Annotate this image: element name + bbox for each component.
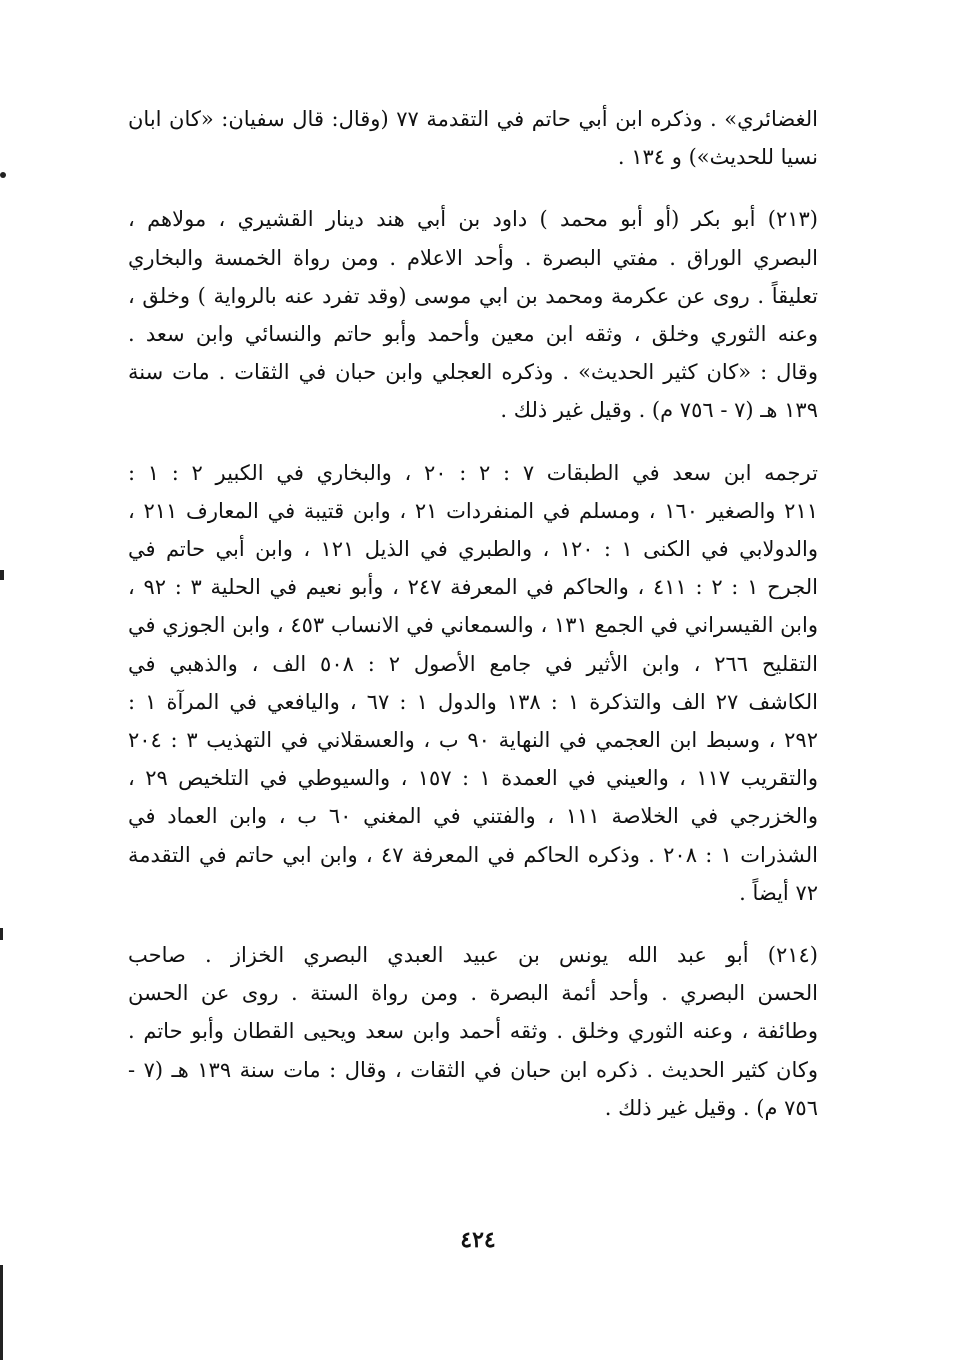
text-line: البصري الوراق . مفتي البصرة . وأحد الاعلام . ومن رواة الخمسة والبخاري xyxy=(128,245,818,270)
text-line: (٢١٣) أبو بكر (أو أبو محمد ) داود بن أبي هند دينار القشيري ، مولاهم ، xyxy=(128,207,818,232)
paragraph-entry-213 xyxy=(128,200,818,429)
text-line: وابن القيسراني في الجمع ١٣١ ، والسمعاني في الانساب ٤٥٣ ، وابن الجوزي في xyxy=(128,613,818,638)
text-line: ترجمه ابن سعد في الطبقات ٧ : ٢ : ٢٠ ، والبخاري في الكبير ٢ : ١ : xyxy=(128,460,818,485)
text-line: ٢٩٢ ، وسبط ابن العجمي في النهاية ٩٠ ب ، والعسقلاني في التهذيب ٣ : ٢٠٤ xyxy=(128,728,818,753)
scan-edge-mark xyxy=(0,172,6,178)
text-line: الكاشف ٢٧ الف والتذكرة ١ : ١٣٨ والدول ١ : ٦٧ ، واليافعي في المرآة ١ : xyxy=(128,689,818,714)
page-number: ٤٢٤ xyxy=(460,1227,496,1253)
paragraph-sources xyxy=(128,454,818,912)
text-line: الجرح ١ : ٢ : ٤١١ ، والحاكم في المعرفة ٢٤٧ ، وأبو نعيم في الحلية ٣ : ٩٢ ، xyxy=(128,575,818,600)
text-line: وقال : «كان كثير الحديث» . وذكره العجلي وابن حبان في الثقات . مات سنة xyxy=(128,360,818,385)
text-line: الشذرات ١ : ٢٠٨ . وذكره الحاكم في المعرفة ٤٧ ، وابن ابي حاتم في التقدمة xyxy=(128,842,818,867)
text-line: (٢١٤) أبو عبد الله يونس بن عبيد العبدي البصري الخزاز . صاحب xyxy=(128,943,818,968)
document-page xyxy=(128,100,818,1127)
text-line: ٧٥٦ م) . وقيل غير ذلك . xyxy=(604,1095,818,1120)
text-line: ١٣٩ هـ (٧ - ٧٥٦ م) . وقيل غير ذلك . xyxy=(500,398,818,423)
text-line: والتقريب ١١٧ ، والعيني في العمدة ١ : ١٥٧ ، والسيوطي في التلخيص ٢٩ ، xyxy=(128,766,818,791)
scan-edge-mark xyxy=(0,1265,3,1360)
paragraph-entry-214 xyxy=(128,936,818,1127)
text-line: الحسن البصري . وأحد أئمة البصرة . ومن رواة الستة . روى عن الحسن xyxy=(128,981,818,1006)
scan-edge-mark xyxy=(0,928,3,940)
text-line: ٧٢ أيضاً . xyxy=(739,880,818,905)
text-line: التقليح ٢٦٦ ، وابن الأثير في جامع الأصول ٢ : ٥٠٨ الف ، والذهبي في xyxy=(128,651,818,676)
text-line: الغضائري» . وذكره ابن أبي حاتم في التقدمة ٧٧ (وقال: قال سفيان: «كان ابان xyxy=(128,107,818,131)
text-line: وطائفة ، وعنه الثوري وخلق . وثقه أحمد وابن سعد ويحيى القطان وأبو حاتم . xyxy=(128,1019,818,1044)
text-line: نسيا للحديث») و ١٣٤ . xyxy=(617,145,818,170)
text-line: ٢١١ والصغير ١٦٠ ، ومسلم في المنفردات ٢١ ، وابن قتيبة في المعارف ٢١١ ، xyxy=(128,498,818,523)
text-line: وكان كثير الحديث . ذكره ابن حبان في الثقات ، وقال : مات سنة ١٣٩ هـ (٧ - xyxy=(128,1057,818,1082)
text-line: تعليقاً . روى عن عكرمة ومحمد بن ابي موسى (وقد تفرد عنه بالرواية ) وخلق ، xyxy=(128,283,818,308)
text-line: والدولابي في الكنى ١ : ١٢٠ ، والطبري في الذيل ١٢١ ، وابن أبي حاتم في xyxy=(128,537,818,562)
text-line: والخزرجي في الخلاصة ١١١ ، والفتني في المغني ٦٠ ب ، وابن العماد في xyxy=(128,804,818,829)
scan-edge-mark xyxy=(0,570,4,580)
text-line: وعنه الثوري وخلق ، وثقه ابن معين وأحمد وأبو حاتم والنسائي وابن سعد . xyxy=(128,322,818,347)
paragraph-continuation xyxy=(128,100,818,176)
